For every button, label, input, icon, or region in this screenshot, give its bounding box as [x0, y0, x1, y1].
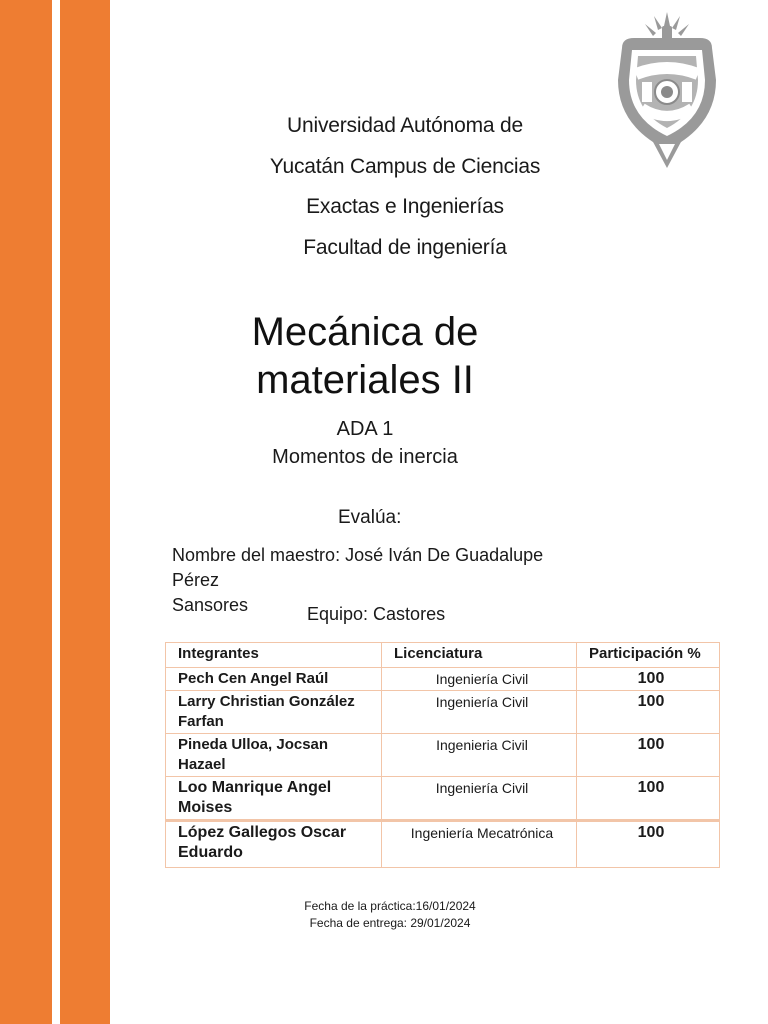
header-licenciatura: Licenciatura [382, 643, 577, 668]
practice-date: Fecha de la práctica:16/01/2024 [304, 899, 476, 913]
member-participation: 100 [577, 777, 720, 821]
delivery-date: Fecha de entrega: 29/01/2024 [309, 916, 471, 930]
members-table [165, 642, 720, 868]
topic-label: Momentos de inercia [272, 446, 458, 468]
member-name: Loo Manrique Angel Moises [166, 777, 382, 821]
university-line-4: Facultad de ingeniería [303, 235, 507, 259]
member-name: Larry Christian González Farfan [166, 691, 382, 734]
university-line-1: Universidad Autónoma de [287, 114, 523, 137]
subject-title [200, 308, 530, 404]
university-line-3: Exactas e Ingenierías [306, 195, 504, 218]
member-name: López Gallegos Oscar Eduardo [166, 821, 382, 868]
university-heading [180, 106, 630, 268]
subject-line-1: Mecánica de [251, 310, 479, 354]
member-participation: 100 [577, 668, 720, 691]
teacher-line-2: Sansores [172, 595, 249, 615]
table-row [166, 777, 720, 821]
subject-line-2: materiales II [256, 358, 474, 402]
member-name: Pineda Ulloa, Jocsan Hazael [166, 734, 382, 777]
member-degree: Ingenieria Civil [382, 734, 577, 777]
table-row [166, 668, 720, 691]
university-line-2: Yucatán Campus de Ciencias [269, 154, 541, 178]
table-header-row [166, 643, 720, 668]
header-participacion: Participación % [577, 643, 720, 668]
evaluator-label: Evalúa: [338, 507, 402, 528]
teacher-line-1: Nombre del maestro: José Iván De Guadalupe Pérez [172, 545, 544, 590]
dates-block [260, 898, 520, 932]
table-row [166, 821, 720, 868]
team-name: Equipo: Castores [307, 604, 446, 624]
left-orange-bar [0, 0, 52, 1024]
table-row [166, 734, 720, 777]
member-participation: 100 [577, 691, 720, 734]
member-participation: 100 [577, 734, 720, 777]
ada-label: ADA 1 [336, 418, 394, 440]
table-row [166, 691, 720, 734]
member-name: Pech Cen Angel Raúl [166, 668, 382, 691]
header-integrantes: Integrantes [166, 643, 382, 668]
member-degree: Ingeniería Mecatrónica [382, 821, 577, 868]
member-degree: Ingeniería Civil [382, 668, 577, 691]
member-degree: Ingeniería Civil [382, 691, 577, 734]
member-degree: Ingeniería Civil [382, 777, 577, 821]
member-participation: 100 [577, 821, 720, 868]
right-orange-bar [60, 0, 110, 1024]
